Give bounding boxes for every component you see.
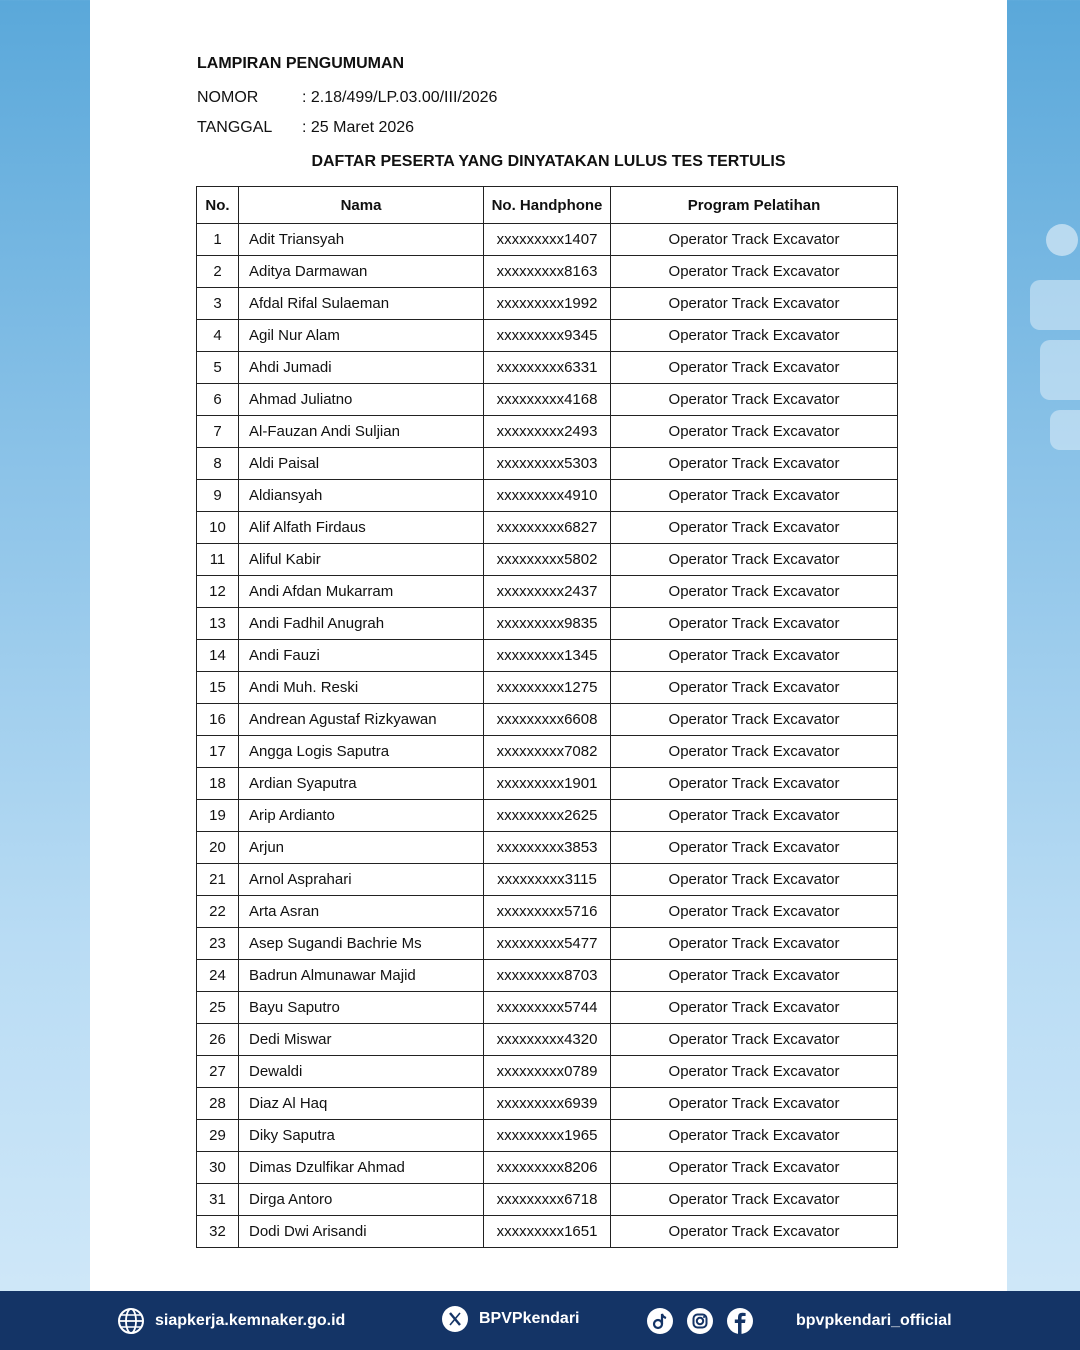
row-number-cell: 32 <box>197 1216 239 1248</box>
training-program-cell: Operator Track Excavator <box>611 608 898 640</box>
table-row <box>197 896 898 928</box>
training-program-cell: Operator Track Excavator <box>611 448 898 480</box>
background-decoration <box>1010 220 1080 460</box>
table-row <box>197 576 898 608</box>
training-program-cell: Operator Track Excavator <box>611 1216 898 1248</box>
table-row <box>197 320 898 352</box>
row-number-cell: 11 <box>197 544 239 576</box>
phone-number-cell: xxxxxxxxx2625 <box>484 800 611 832</box>
participant-name-cell: Andrean Agustaf Rizkyawan <box>239 704 484 736</box>
table-row <box>197 960 898 992</box>
participant-name-cell: Aldiansyah <box>239 480 484 512</box>
row-number-cell: 6 <box>197 384 239 416</box>
row-number-cell: 9 <box>197 480 239 512</box>
participant-name-cell: Arip Ardianto <box>239 800 484 832</box>
training-program-cell: Operator Track Excavator <box>611 416 898 448</box>
training-program-cell: Operator Track Excavator <box>611 704 898 736</box>
phone-number-cell: xxxxxxxxx9835 <box>484 608 611 640</box>
nomor-value: : 2.18/499/LP.03.00/III/2026 <box>302 89 498 106</box>
lampiran-heading: LAMPIRAN PENGUMUMAN <box>197 55 405 72</box>
table-row <box>197 512 898 544</box>
table-row <box>197 1184 898 1216</box>
training-program-cell: Operator Track Excavator <box>611 1024 898 1056</box>
phone-number-cell: xxxxxxxxx6718 <box>484 1184 611 1216</box>
table-row <box>197 736 898 768</box>
row-number-cell: 20 <box>197 832 239 864</box>
participant-name-cell: Dodi Dwi Arisandi <box>239 1216 484 1248</box>
training-program-cell: Operator Track Excavator <box>611 288 898 320</box>
participant-name-cell: Diaz Al Haq <box>239 1088 484 1120</box>
row-number-cell: 24 <box>197 960 239 992</box>
training-program-cell: Operator Track Excavator <box>611 928 898 960</box>
row-number-cell: 17 <box>197 736 239 768</box>
participant-name-cell: Ardian Syaputra <box>239 768 484 800</box>
row-number-cell: 28 <box>197 1088 239 1120</box>
training-program-cell: Operator Track Excavator <box>611 224 898 256</box>
training-program-cell: Operator Track Excavator <box>611 320 898 352</box>
row-number-cell: 30 <box>197 1152 239 1184</box>
row-number-cell: 21 <box>197 864 239 896</box>
phone-number-cell: xxxxxxxxx8703 <box>484 960 611 992</box>
table-row <box>197 704 898 736</box>
table-row <box>197 800 898 832</box>
facebook-icon[interactable] <box>726 1307 754 1335</box>
table-row <box>197 544 898 576</box>
participant-name-cell: Adit Triansyah <box>239 224 484 256</box>
phone-number-cell: xxxxxxxxx5303 <box>484 448 611 480</box>
participant-name-cell: Bayu Saputro <box>239 992 484 1024</box>
column-header-handphone: No. Handphone <box>484 187 611 224</box>
tiktok-icon[interactable] <box>646 1307 674 1335</box>
phone-number-cell: xxxxxxxxx9345 <box>484 320 611 352</box>
participant-name-cell: Badrun Almunawar Majid <box>239 960 484 992</box>
training-program-cell: Operator Track Excavator <box>611 960 898 992</box>
participant-name-cell: Andi Fadhil Anugrah <box>239 608 484 640</box>
table-row <box>197 928 898 960</box>
phone-number-cell: xxxxxxxxx0789 <box>484 1056 611 1088</box>
table-row <box>197 640 898 672</box>
row-number-cell: 5 <box>197 352 239 384</box>
participant-name-cell: Aldi Paisal <box>239 448 484 480</box>
phone-number-cell: xxxxxxxxx8206 <box>484 1152 611 1184</box>
participant-name-cell: Afdal Rifal Sulaeman <box>239 288 484 320</box>
nomor-label: NOMOR <box>197 89 259 106</box>
table-row <box>197 1024 898 1056</box>
phone-number-cell: xxxxxxxxx4168 <box>484 384 611 416</box>
table-row <box>197 288 898 320</box>
footer-x-handle: BPVPkendari <box>479 1309 580 1327</box>
table-row <box>197 768 898 800</box>
footer-social-handle[interactable] <box>796 1291 952 1350</box>
participant-name-cell: Al-Fauzan Andi Suljian <box>239 416 484 448</box>
document-page <box>90 0 1007 1291</box>
table-row <box>197 832 898 864</box>
table-row <box>197 1120 898 1152</box>
row-number-cell: 14 <box>197 640 239 672</box>
footer-social-handle-text: bpvpkendari_official <box>796 1311 952 1329</box>
column-header-program: Program Pelatihan <box>611 187 898 224</box>
phone-number-cell: xxxxxxxxx1901 <box>484 768 611 800</box>
row-number-cell: 3 <box>197 288 239 320</box>
training-program-cell: Operator Track Excavator <box>611 992 898 1024</box>
training-program-cell: Operator Track Excavator <box>611 800 898 832</box>
participant-name-cell: Aliful Kabir <box>239 544 484 576</box>
phone-number-cell: xxxxxxxxx1651 <box>484 1216 611 1248</box>
instagram-icon[interactable] <box>686 1307 714 1335</box>
training-program-cell: Operator Track Excavator <box>611 544 898 576</box>
tanggal-value: : 25 Maret 2026 <box>302 119 415 136</box>
phone-number-cell: xxxxxxxxx2437 <box>484 576 611 608</box>
training-program-cell: Operator Track Excavator <box>611 352 898 384</box>
table-row <box>197 448 898 480</box>
participant-name-cell: Dewaldi <box>239 1056 484 1088</box>
participant-name-cell: Asep Sugandi Bachrie Ms <box>239 928 484 960</box>
globe-icon <box>117 1307 145 1335</box>
row-number-cell: 19 <box>197 800 239 832</box>
phone-number-cell: xxxxxxxxx1965 <box>484 1120 611 1152</box>
row-number-cell: 4 <box>197 320 239 352</box>
table-body <box>197 224 898 1248</box>
table-row <box>197 992 898 1024</box>
phone-number-cell: xxxxxxxxx8163 <box>484 256 611 288</box>
participant-name-cell: Andi Muh. Reski <box>239 672 484 704</box>
participant-name-cell: Arnol Asprahari <box>239 864 484 896</box>
table-row <box>197 224 898 256</box>
training-program-cell: Operator Track Excavator <box>611 512 898 544</box>
row-number-cell: 31 <box>197 1184 239 1216</box>
table-row <box>197 672 898 704</box>
row-number-cell: 22 <box>197 896 239 928</box>
table-row <box>197 352 898 384</box>
row-number-cell: 2 <box>197 256 239 288</box>
participant-name-cell: Dedi Miswar <box>239 1024 484 1056</box>
phone-number-cell: xxxxxxxxx5716 <box>484 896 611 928</box>
phone-number-cell: xxxxxxxxx3853 <box>484 832 611 864</box>
participant-name-cell: Alif Alfath Firdaus <box>239 512 484 544</box>
phone-number-cell: xxxxxxxxx6827 <box>484 512 611 544</box>
training-program-cell: Operator Track Excavator <box>611 896 898 928</box>
row-number-cell: 27 <box>197 1056 239 1088</box>
footer-website-text: siapkerja.kemnaker.go.id <box>155 1311 346 1329</box>
phone-number-cell: xxxxxxxxx1275 <box>484 672 611 704</box>
row-number-cell: 18 <box>197 768 239 800</box>
row-number-cell: 1 <box>197 224 239 256</box>
training-program-cell: Operator Track Excavator <box>611 576 898 608</box>
phone-number-cell: xxxxxxxxx5477 <box>484 928 611 960</box>
row-number-cell: 10 <box>197 512 239 544</box>
participant-name-cell: Agil Nur Alam <box>239 320 484 352</box>
participant-name-cell: Arta Asran <box>239 896 484 928</box>
table-row <box>197 480 898 512</box>
phone-number-cell: xxxxxxxxx3115 <box>484 864 611 896</box>
training-program-cell: Operator Track Excavator <box>611 672 898 704</box>
participant-name-cell: Ahdi Jumadi <box>239 352 484 384</box>
tanggal-label: TANGGAL <box>197 119 273 136</box>
phone-number-cell: xxxxxxxxx1407 <box>484 224 611 256</box>
phone-number-cell: xxxxxxxxx4320 <box>484 1024 611 1056</box>
training-program-cell: Operator Track Excavator <box>611 1184 898 1216</box>
row-number-cell: 25 <box>197 992 239 1024</box>
training-program-cell: Operator Track Excavator <box>611 736 898 768</box>
phone-number-cell: xxxxxxxxx6331 <box>484 352 611 384</box>
training-program-cell: Operator Track Excavator <box>611 480 898 512</box>
training-program-cell: Operator Track Excavator <box>611 640 898 672</box>
training-program-cell: Operator Track Excavator <box>611 864 898 896</box>
participant-name-cell: Dimas Dzulfikar Ahmad <box>239 1152 484 1184</box>
table-row <box>197 1056 898 1088</box>
training-program-cell: Operator Track Excavator <box>611 832 898 864</box>
row-number-cell: 15 <box>197 672 239 704</box>
training-program-cell: Operator Track Excavator <box>611 1088 898 1120</box>
phone-number-cell: xxxxxxxxx6939 <box>484 1088 611 1120</box>
row-number-cell: 13 <box>197 608 239 640</box>
participant-name-cell: Dirga Antoro <box>239 1184 484 1216</box>
training-program-cell: Operator Track Excavator <box>611 768 898 800</box>
participant-name-cell: Ahmad Juliatno <box>239 384 484 416</box>
table-header-row <box>197 187 898 224</box>
phone-number-cell: xxxxxxxxx5744 <box>484 992 611 1024</box>
table-row <box>197 416 898 448</box>
row-number-cell: 29 <box>197 1120 239 1152</box>
footer-social-icons <box>646 1291 754 1350</box>
row-number-cell: 8 <box>197 448 239 480</box>
row-number-cell: 23 <box>197 928 239 960</box>
x-icon <box>441 1305 469 1333</box>
participant-name-cell: Arjun <box>239 832 484 864</box>
footer-website[interactable] <box>117 1291 345 1350</box>
participant-name-cell: Angga Logis Saputra <box>239 736 484 768</box>
table-row <box>197 864 898 896</box>
training-program-cell: Operator Track Excavator <box>611 384 898 416</box>
footer-bar <box>0 1291 1080 1350</box>
phone-number-cell: xxxxxxxxx7082 <box>484 736 611 768</box>
participant-name-cell: Andi Afdan Mukarram <box>239 576 484 608</box>
table-row <box>197 1152 898 1184</box>
row-number-cell: 7 <box>197 416 239 448</box>
training-program-cell: Operator Track Excavator <box>611 1152 898 1184</box>
participants-table <box>196 186 898 1248</box>
phone-number-cell: xxxxxxxxx1345 <box>484 640 611 672</box>
row-number-cell: 26 <box>197 1024 239 1056</box>
table-row <box>197 256 898 288</box>
training-program-cell: Operator Track Excavator <box>611 1120 898 1152</box>
participant-name-cell: Aditya Darmawan <box>239 256 484 288</box>
phone-number-cell: xxxxxxxxx5802 <box>484 544 611 576</box>
participant-name-cell: Andi Fauzi <box>239 640 484 672</box>
footer-x-account[interactable] <box>441 1289 579 1348</box>
training-program-cell: Operator Track Excavator <box>611 1056 898 1088</box>
phone-number-cell: xxxxxxxxx4910 <box>484 480 611 512</box>
phone-number-cell: xxxxxxxxx2493 <box>484 416 611 448</box>
table-row <box>197 1216 898 1248</box>
training-program-cell: Operator Track Excavator <box>611 256 898 288</box>
table-row <box>197 608 898 640</box>
column-header-nama: Nama <box>239 187 484 224</box>
participant-name-cell: Diky Saputra <box>239 1120 484 1152</box>
row-number-cell: 12 <box>197 576 239 608</box>
row-number-cell: 16 <box>197 704 239 736</box>
table-row <box>197 384 898 416</box>
phone-number-cell: xxxxxxxxx6608 <box>484 704 611 736</box>
document-title: DAFTAR PESERTA YANG DINYATAKAN LULUS TES TERTULIS <box>311 153 786 170</box>
table-row <box>197 1088 898 1120</box>
phone-number-cell: xxxxxxxxx1992 <box>484 288 611 320</box>
column-header-no: No. <box>197 187 239 224</box>
